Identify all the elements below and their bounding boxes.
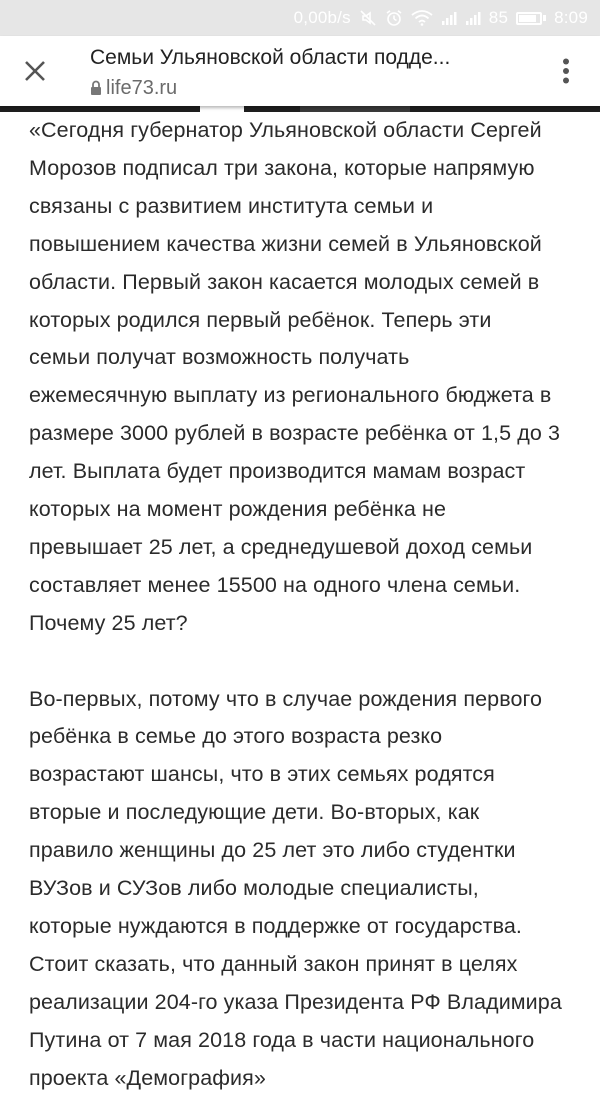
- lock-icon: [90, 80, 102, 96]
- close-button[interactable]: [14, 50, 56, 92]
- page-title: Семьи Ульяновской области подде...: [90, 46, 451, 69]
- page-banner-edge: [0, 106, 600, 112]
- battery-icon: [516, 12, 546, 25]
- close-icon: [24, 60, 46, 82]
- network-speed: 0,00b/s: [293, 8, 351, 27]
- muted-icon: [359, 9, 377, 27]
- status-bar: [0, 0, 600, 36]
- url-row: [90, 76, 520, 100]
- clock: 8:09: [554, 8, 588, 27]
- banner-tab: [200, 106, 244, 112]
- title-block[interactable]: [90, 44, 520, 100]
- custom-tab-toolbar: [0, 36, 600, 106]
- battery-level: 85: [488, 8, 509, 27]
- signal-icon: [465, 10, 481, 26]
- battery-fill: [519, 15, 536, 22]
- signal-icon: [441, 10, 457, 26]
- alarm-icon: [385, 9, 403, 27]
- more-vert-icon: [562, 58, 570, 84]
- article-paragraph: Во-первых, потому что в случае рождения первого ребёнка в семье до этого возраста резко возрастают шансы, что в этих семьях родятся вторые и последующие дети. Во-вторых, как правило женщины до 25 лет это либо студентки ВУЗов и СУЗов либо молодые специалисты, которые нуждаются в поддержке от государства. Стоит сказать, что данный закон принят в целях реализации 204-го указа Президента РФ Владимира Путина от 7 мая 2018 года в части национального проекта «Демография»: [29, 686, 562, 1090]
- more-options-button[interactable]: [548, 53, 584, 89]
- article-paragraph: «Сегодня губернатор Ульяновской области Сергей Морозов подписал три закона, которые напрямую связаны с развитием института семьи и повышением качества жизни семей в Ульяновской области. Первый закон касается молодых семей в которых родился первый ребёнок. Теперь эти семьи получат возможность получать ежемесячную выплату из регионального бюджета в размере 3000 рублей в возрасте ребёнка от 1,5 до 3 лет. Выплата будет производится мамам возраст которых на момент рождения ребёнка не превышает 25 лет, а среднедушевой доход семьи составляет менее 15500 на одного члена семьи. Почему 25 лет?: [29, 118, 561, 635]
- wifi-icon: [411, 10, 433, 26]
- banner-label: [300, 106, 410, 112]
- page-url: life73.ru: [106, 77, 178, 99]
- article-body: [29, 112, 589, 1098]
